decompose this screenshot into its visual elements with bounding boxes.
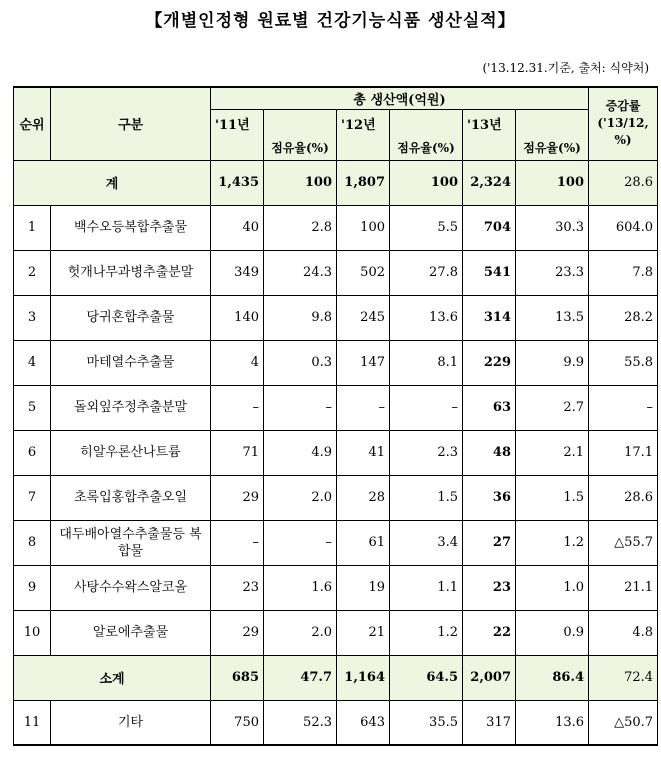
- share-2013-header: 점유율(%): [516, 109, 589, 160]
- subtotal-label: 소계: [14, 655, 211, 700]
- value-2011: 40: [211, 205, 264, 250]
- category-cell: 초록입홍합추출오일: [51, 475, 211, 520]
- share-2012: 1.5: [390, 475, 463, 520]
- value-2012: 1,807: [337, 160, 390, 205]
- header-row-1: [14, 87, 658, 109]
- table-row: [14, 340, 658, 385]
- rank-cell: 3: [14, 295, 51, 340]
- category-cell: 헛개나무과병추출분말: [51, 250, 211, 295]
- value-2013: 229: [463, 340, 516, 385]
- share-2011: –: [264, 385, 337, 430]
- value-2013: 314: [463, 295, 516, 340]
- share-2012: 2.3: [390, 430, 463, 475]
- value-2012: 28: [337, 475, 390, 520]
- share-2011: 100: [264, 160, 337, 205]
- share-2013: 1.0: [516, 565, 589, 610]
- year-2011-header: '11년: [211, 109, 264, 160]
- share-2013: 1.5: [516, 475, 589, 520]
- rank-cell: 4: [14, 340, 51, 385]
- share-2012: 1.1: [390, 565, 463, 610]
- category-cell: 사탕수수왁스알코올: [51, 565, 211, 610]
- value-2013: 23: [463, 565, 516, 610]
- share-2012: 13.6: [390, 295, 463, 340]
- table-row: [14, 430, 658, 475]
- share-2011: 2.0: [264, 475, 337, 520]
- total-production-header: 총 생산액(억원): [211, 87, 589, 109]
- change-header: 증감률('13/12, %): [589, 87, 658, 160]
- share-2011: 9.8: [264, 295, 337, 340]
- total-row: [14, 160, 658, 205]
- category-cell: 알로에추출물: [51, 610, 211, 655]
- share-2012: 8.1: [390, 340, 463, 385]
- category-cell: 당귀혼합추출물: [51, 295, 211, 340]
- change-rate: 28.6: [589, 160, 658, 205]
- total-label: 계: [14, 160, 211, 205]
- value-2011: 140: [211, 295, 264, 340]
- table-row: [14, 385, 658, 430]
- value-2012: 643: [337, 700, 390, 745]
- rank-cell: 9: [14, 565, 51, 610]
- category-cell: 대두배아열수추출물등 복합물: [51, 520, 211, 565]
- share-2011: –: [264, 520, 337, 565]
- category-cell: 히알우론산나트륨: [51, 430, 211, 475]
- change-rate: 21.1: [589, 565, 658, 610]
- share-2013: 13.6: [516, 700, 589, 745]
- rank-header: 순위: [14, 87, 51, 160]
- change-rate: 28.6: [589, 475, 658, 520]
- change-rate: 72.4: [589, 655, 658, 700]
- change-rate: 7.8: [589, 250, 658, 295]
- table-row: [14, 700, 658, 745]
- table-row: [14, 295, 658, 340]
- change-rate: △55.7: [589, 520, 658, 565]
- value-2012: 21: [337, 610, 390, 655]
- value-2012: 19: [337, 565, 390, 610]
- share-2012: 3.4: [390, 520, 463, 565]
- value-2012: 147: [337, 340, 390, 385]
- rank-cell: 10: [14, 610, 51, 655]
- value-2013: 2,324: [463, 160, 516, 205]
- share-2012: 100: [390, 160, 463, 205]
- value-2011: 685: [211, 655, 264, 700]
- value-2011: –: [211, 520, 264, 565]
- value-2011: 750: [211, 700, 264, 745]
- category-cell: 기타: [51, 700, 211, 745]
- table-row: [14, 520, 658, 565]
- value-2013: 704: [463, 205, 516, 250]
- share-2013: 2.1: [516, 430, 589, 475]
- table-row: [14, 205, 658, 250]
- change-rate: 28.2: [589, 295, 658, 340]
- value-2013: 22: [463, 610, 516, 655]
- share-2011: 2.8: [264, 205, 337, 250]
- rank-cell: 2: [14, 250, 51, 295]
- year-2013-header: '13년: [463, 109, 516, 160]
- value-2013: 36: [463, 475, 516, 520]
- table-row: [14, 565, 658, 610]
- share-2013: 2.7: [516, 385, 589, 430]
- share-2012-header: 점유율(%): [390, 109, 463, 160]
- rank-cell: 6: [14, 430, 51, 475]
- share-2012: 27.8: [390, 250, 463, 295]
- value-2012: –: [337, 385, 390, 430]
- change-rate: 55.8: [589, 340, 658, 385]
- year-2012-header: '12년: [337, 109, 390, 160]
- value-2011: 23: [211, 565, 264, 610]
- share-2013: 0.9: [516, 610, 589, 655]
- share-2011: 0.3: [264, 340, 337, 385]
- change-rate: –: [589, 385, 658, 430]
- value-2013: 27: [463, 520, 516, 565]
- share-2011: 2.0: [264, 610, 337, 655]
- value-2012: 100: [337, 205, 390, 250]
- share-2012: 35.5: [390, 700, 463, 745]
- share-2011: 1.6: [264, 565, 337, 610]
- rank-cell: 1: [14, 205, 51, 250]
- share-2012: 64.5: [390, 655, 463, 700]
- rank-cell: 8: [14, 520, 51, 565]
- share-2013: 13.5: [516, 295, 589, 340]
- share-2013: 9.9: [516, 340, 589, 385]
- change-rate: 4.8: [589, 610, 658, 655]
- value-2011: 4: [211, 340, 264, 385]
- share-2013: 30.3: [516, 205, 589, 250]
- change-rate: 17.1: [589, 430, 658, 475]
- value-2011: 1,435: [211, 160, 264, 205]
- value-2013: 317: [463, 700, 516, 745]
- value-2013: 2,007: [463, 655, 516, 700]
- category-cell: 돌외잎주정추출분말: [51, 385, 211, 430]
- production-table: [13, 86, 658, 746]
- rank-cell: 5: [14, 385, 51, 430]
- share-2012: –: [390, 385, 463, 430]
- share-2011: 4.9: [264, 430, 337, 475]
- value-2013: 63: [463, 385, 516, 430]
- subtotal-row: [14, 655, 658, 700]
- value-2012: 245: [337, 295, 390, 340]
- rank-cell: 7: [14, 475, 51, 520]
- source-note: ('13.12.31.기준, 출처: 식약처): [482, 61, 649, 75]
- value-2012: 41: [337, 430, 390, 475]
- category-cell: 마테열수추출물: [51, 340, 211, 385]
- share-2012: 1.2: [390, 610, 463, 655]
- value-2012: 61: [337, 520, 390, 565]
- share-2011: 24.3: [264, 250, 337, 295]
- share-2013: 23.3: [516, 250, 589, 295]
- value-2013: 48: [463, 430, 516, 475]
- value-2011: 71: [211, 430, 264, 475]
- share-2013: 1.2: [516, 520, 589, 565]
- share-2013: 86.4: [516, 655, 589, 700]
- page-title: 【개별인정형 원료별 건강기능식품 생산실적】: [145, 11, 516, 31]
- share-2013: 100: [516, 160, 589, 205]
- value-2013: 541: [463, 250, 516, 295]
- change-rate: △50.7: [589, 700, 658, 745]
- change-rate: 604.0: [589, 205, 658, 250]
- value-2011: –: [211, 385, 264, 430]
- value-2012: 1,164: [337, 655, 390, 700]
- table-row: [14, 250, 658, 295]
- value-2012: 502: [337, 250, 390, 295]
- value-2011: 349: [211, 250, 264, 295]
- category-cell: 백수오등복합추출물: [51, 205, 211, 250]
- table-row: [14, 610, 658, 655]
- share-2012: 5.5: [390, 205, 463, 250]
- value-2011: 29: [211, 475, 264, 520]
- share-2011: 47.7: [264, 655, 337, 700]
- value-2011: 29: [211, 610, 264, 655]
- share-2011-header: 점유율(%): [264, 109, 337, 160]
- category-header: 구분: [51, 87, 211, 160]
- share-2011: 52.3: [264, 700, 337, 745]
- rank-cell: 11: [14, 700, 51, 745]
- table-row: [14, 475, 658, 520]
